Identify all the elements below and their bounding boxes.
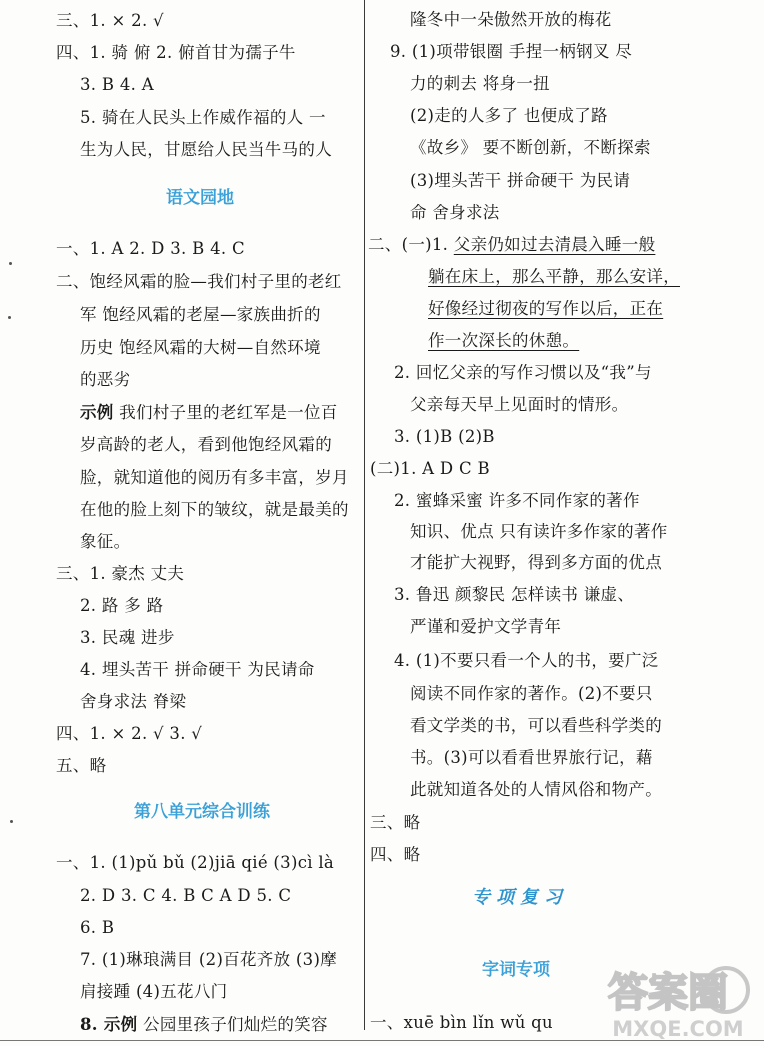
answer-line: 阅读不同作家的著作。(2)不要只 — [410, 684, 653, 703]
answer-line: 三、1. × 2. √ — [56, 11, 164, 30]
answer-line: 历史 饱经风霜的大树—自然环境 — [80, 338, 321, 357]
page-bottom-rule — [0, 1040, 764, 1041]
answer-line — [368, 234, 655, 256]
answer-line: 军 饱经风霜的老屋—家族曲折的 — [80, 305, 321, 324]
answer-line: 一、xuē bìn lǐn wǔ qu — [370, 1013, 553, 1032]
section-heading-unit8: 第八单元综合训练 — [134, 802, 270, 822]
answer-line: 四、1. × 2. √ 3. √ — [56, 724, 203, 743]
answer-line: 4. (1)不要只看一个人的书，要广泛 — [394, 651, 659, 670]
answer-line: 三、1. 豪杰 丈夫 — [56, 564, 185, 583]
section-heading-special-review: 专项复习 — [472, 887, 568, 908]
answer-line: 2. 蜜蜂采蜜 许多不同作家的著作 — [394, 491, 640, 510]
answer-line: 3. 民魂 进步 — [80, 628, 175, 647]
underlined-answer: 躺在床上，那么平静，那么安详， — [428, 267, 680, 286]
answer-line: 知识、优点 只有读许多作家的著作 — [410, 522, 668, 541]
answer-line: 3. 鲁迅 颜黎民 怎样读书 谦虚、 — [394, 585, 635, 604]
answer-line: 隆冬中一朵傲然开放的梅花 — [410, 10, 612, 29]
answer-line: (3)埋头苦干 拼命硬干 为民请 — [410, 171, 631, 190]
answer-line: 一、1. (1)pǔ bǔ (2)jiā qié (3)cì là — [56, 853, 335, 872]
example-label: 8. 示例 — [80, 1015, 138, 1034]
section-heading-yuwen-yuandi: 语文园地 — [166, 188, 234, 208]
answer-line: 生为人民，甘愿给人民当牛马的人 — [80, 140, 332, 159]
answer-line: 象征。 — [80, 532, 131, 551]
answer-line: 脸，就知道他的阅历有多丰富，岁月 — [80, 468, 349, 487]
answer-line: 岁高龄的老人，看到他饱经风霜的 — [80, 435, 332, 454]
section-heading-word-review: 字词专项 — [482, 960, 550, 980]
watermark-svg — [586, 964, 756, 1042]
answer-line: 五、略 — [56, 756, 107, 775]
scan-speck — [10, 820, 13, 823]
underlined-answer: 父亲仍如过去清晨入睡一般 — [453, 235, 656, 254]
watermark-url: MXQE.COM — [612, 1017, 744, 1041]
answer-line: 肩接踵 (4)五花八门 — [80, 982, 228, 1001]
answer-line: 四、略 — [370, 845, 421, 864]
answer-line: 《故乡》 要不断创新，不断探索 — [410, 138, 651, 157]
site-watermark-logo — [586, 964, 756, 1042]
answer-line: 三、略 — [370, 813, 421, 832]
answer-line: 6. B — [80, 918, 115, 937]
answer-line: 看文学类的书，可以看些科学类的 — [410, 716, 662, 735]
answer-line: 四、1. 骑 俯 2. 俯首甘为孺子牛 — [56, 43, 296, 62]
underlined-answer: 作一次深长的休憩。 — [428, 331, 580, 350]
example-line — [80, 402, 338, 424]
example-text: 公园里孩子们灿烂的笑容 — [137, 1015, 328, 1034]
answer-line: 舍身求法 脊梁 — [80, 692, 187, 711]
answer-line: 在他的脸上刻下的皱纹，就是最美的 — [80, 500, 349, 519]
example-line — [80, 1014, 328, 1036]
underlined-answer: 好像经过彻夜的写作以后，正在 — [428, 299, 664, 318]
answer-line: (2)走的人多了 也便成了路 — [410, 106, 608, 125]
answer-line: 二、饱经风霜的脸—我们村子里的老红 — [56, 272, 342, 291]
answer-line: 的恶劣 — [80, 370, 131, 389]
scan-speck — [9, 262, 12, 265]
answer-line: 力的刺去 将身一扭 — [410, 74, 550, 93]
answer-line: 命 舍身求法 — [410, 203, 500, 222]
answer-line: 3. B 4. A — [80, 75, 154, 94]
answer-line: 9. (1)项带银圈 手捏一柄钢叉 尽 — [390, 42, 633, 61]
answer-line: 2. 路 多 路 — [80, 596, 164, 615]
column-divider — [364, 0, 365, 1030]
example-label: 示例 — [80, 403, 114, 422]
answer-line: 4. 埋头苦干 拼命硬干 为民请命 — [80, 660, 315, 679]
example-text: 我们村子里的老红军是一位百 — [113, 403, 338, 422]
answer-line: 7. (1)琳琅满目 (2)百花齐放 (3)摩 — [80, 950, 337, 969]
answer-line: 2. 回忆父亲的写作习惯以及“我”与 — [394, 363, 652, 382]
watermark-text: 答案圈 — [608, 970, 728, 1016]
answer-line: 严谨和爱护文学青年 — [410, 617, 562, 636]
scan-speck — [8, 316, 11, 319]
answer-line: 2. D 3. C 4. B C A D 5. C — [80, 886, 292, 905]
answer-line: 一、1. A 2. D 3. B 4. C — [56, 239, 245, 258]
answer-line: 此就知道各处的人情风俗和物产。 — [410, 780, 662, 799]
question-number: 二、(一)1. — [368, 235, 454, 254]
answer-line: 才能扩大视野，得到多方面的优点 — [410, 553, 662, 572]
answer-line: 书。(3)可以看看世界旅行记，藉 — [410, 748, 653, 767]
answer-line: 5. 骑在人民头上作威作福的人 一 — [80, 108, 326, 127]
answer-line: 3. (1)B (2)B — [394, 427, 495, 446]
answer-line: (二)1. A D C B — [370, 459, 490, 478]
answer-line: 父亲每天早上见面时的情形。 — [410, 395, 629, 414]
